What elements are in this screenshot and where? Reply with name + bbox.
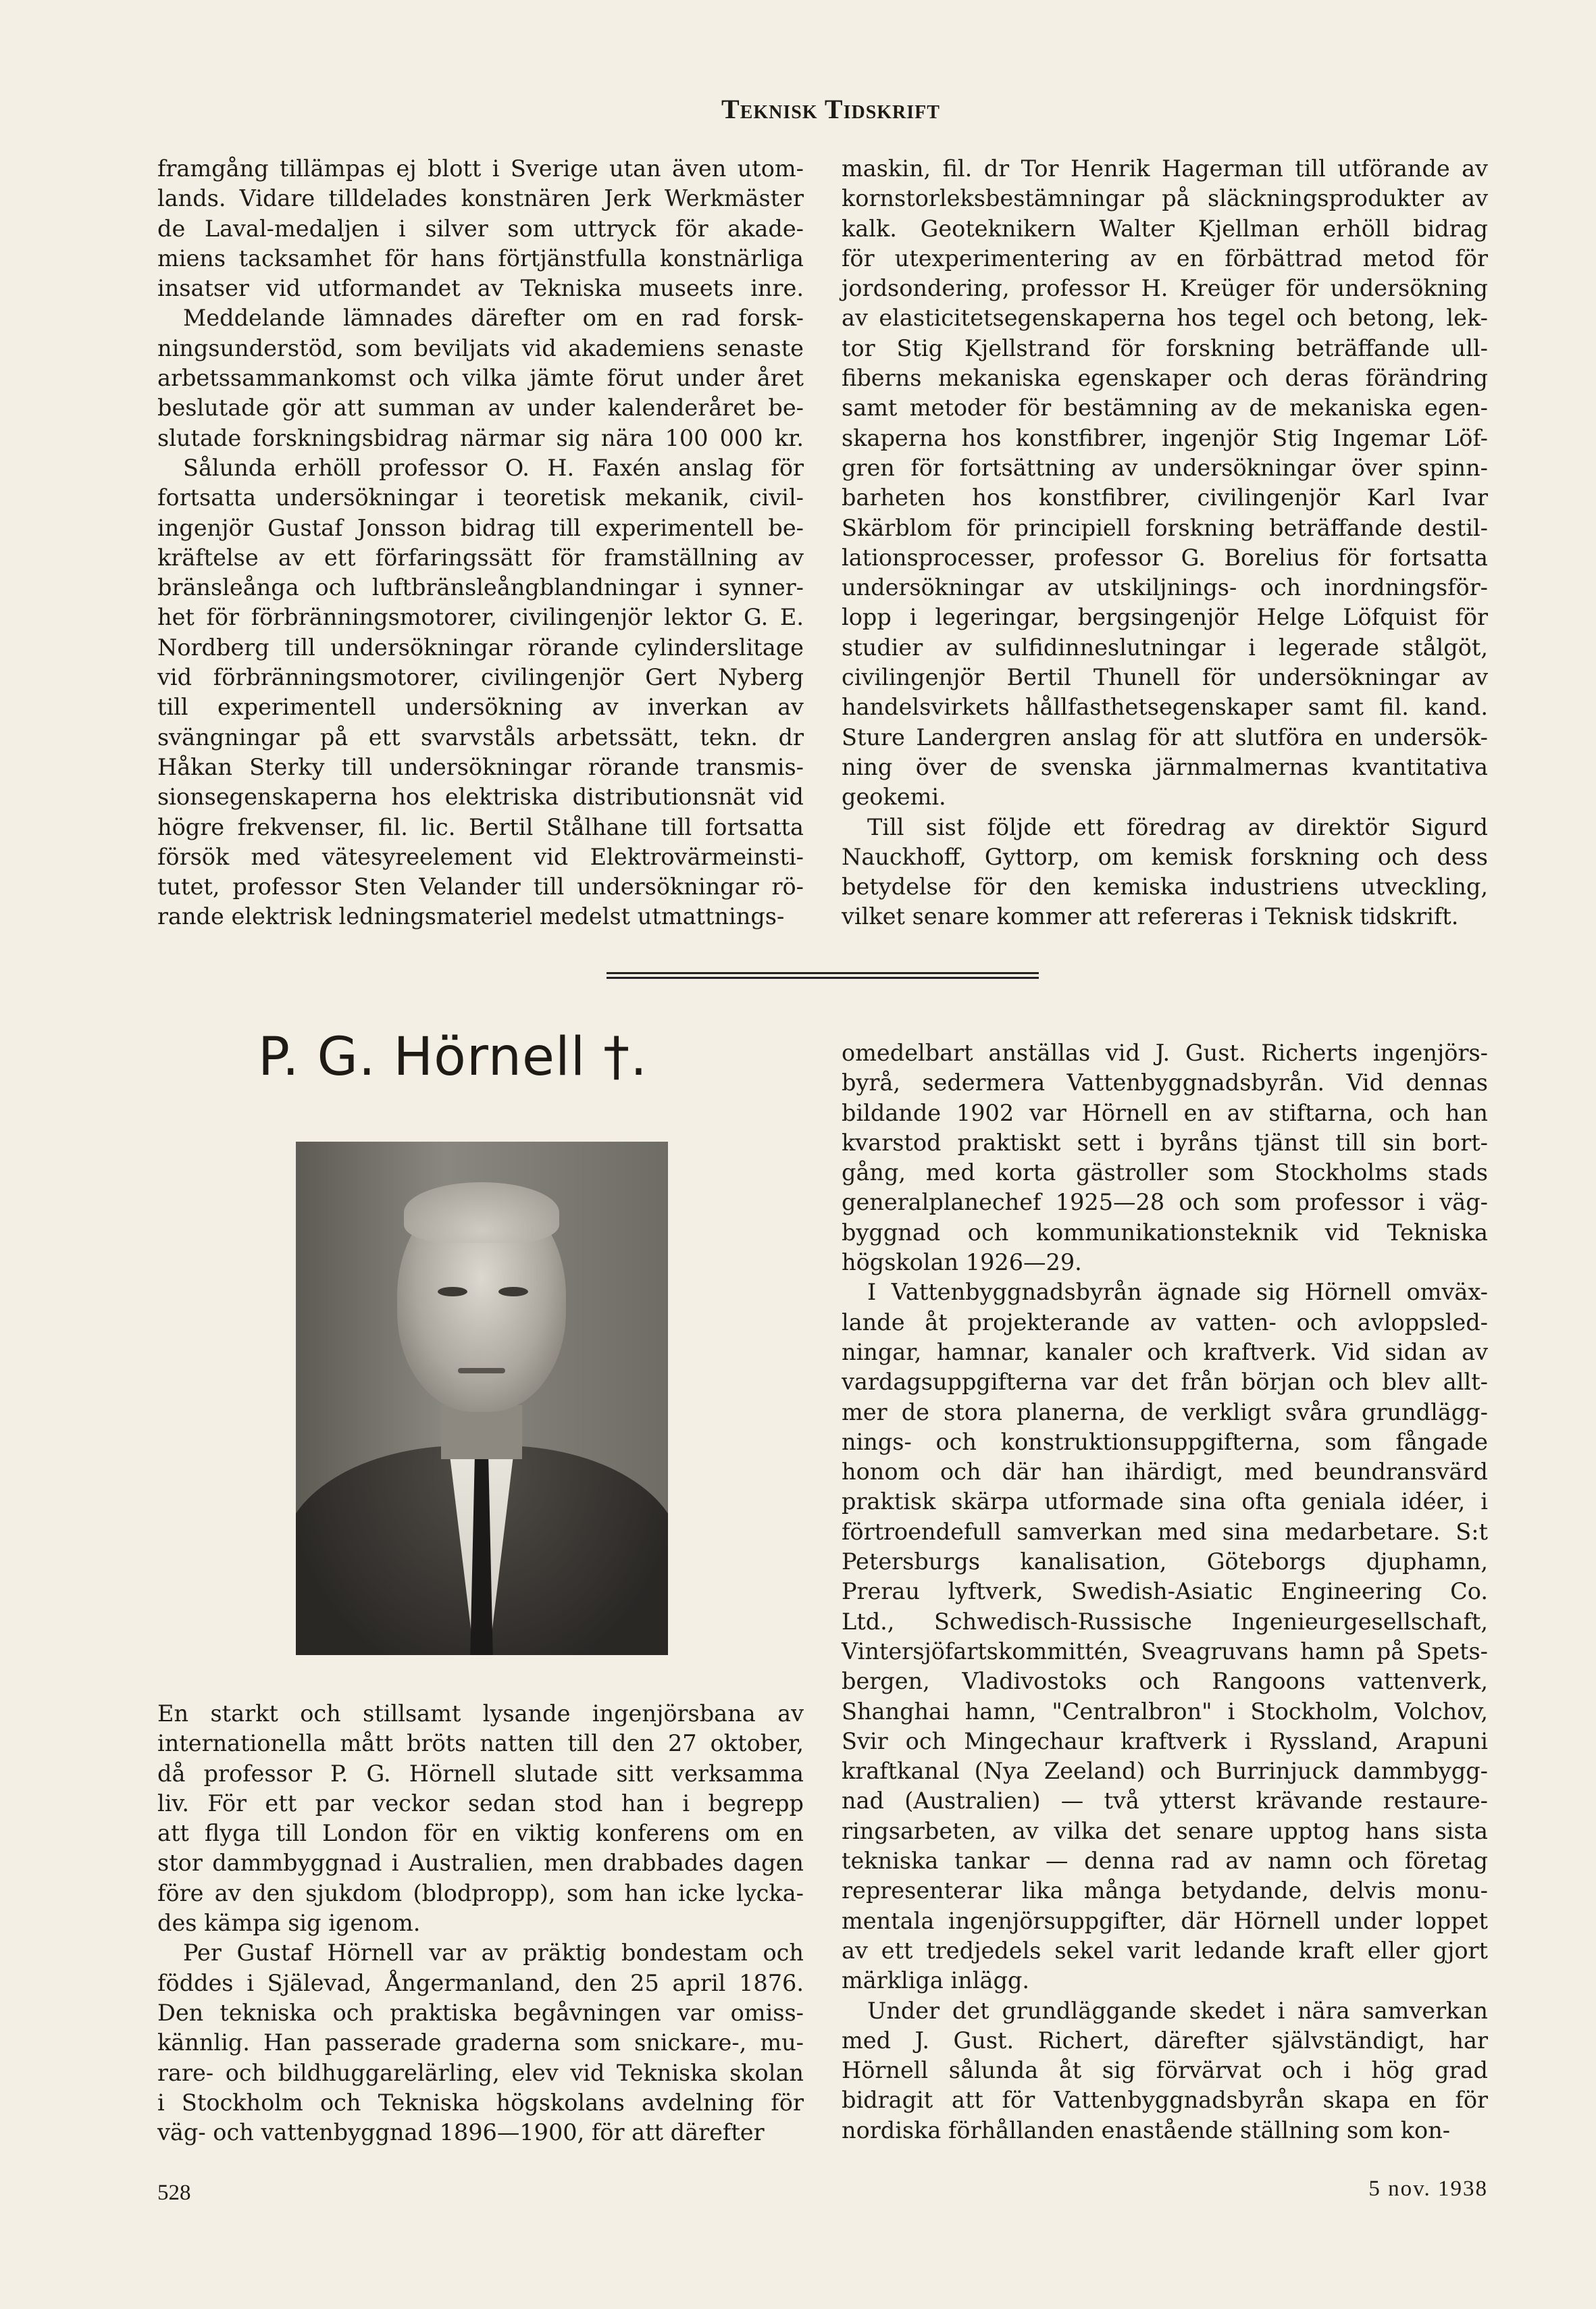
- text-line: honom och där han ihärdigt, med beundransvärd: [842, 1458, 1488, 1486]
- text-line: gren för fortsättning av undersökningar över spinn-: [842, 454, 1488, 481]
- journal-header: Teknisk Tidskrift: [721, 94, 940, 124]
- text-line: föddes i Själevad, Ångermanland, den 25 april 1876.: [157, 1969, 804, 1996]
- text-line: kvarstod praktiskt sett i byråns tjänst till sin bort-: [842, 1129, 1488, 1156]
- text-line: tor Stig Kjellstrand för forskning beträffande ull-: [842, 334, 1488, 361]
- text-line: vid förbränningsmotorer, civilingenjör Gert Nyberg: [157, 664, 804, 691]
- obituary-column-left: [157, 1699, 804, 2148]
- text-line: Ltd., Schwedisch-Russische Ingenieurgesellschaft,: [842, 1608, 1488, 1635]
- text-line: civilingenjör Bertil Thunell för undersökningar av: [842, 664, 1488, 691]
- text-line: högre frekvenser, fil. lic. Bertil Stålhane till fortsatta: [157, 813, 804, 840]
- article-column-top-left: [157, 154, 804, 932]
- obituary-column-right: [842, 1038, 1488, 2146]
- text-line: i Stockholm och Tekniska högskolans avdelning för: [157, 2089, 804, 2116]
- text-line: Den tekniska och praktiska begåvningen var omiss-: [157, 1999, 804, 2026]
- text-line: internationella mått bröts natten till den 27 oktober,: [157, 1730, 804, 1757]
- text-line: Nordberg till undersökningar rörande cylinderslitage: [157, 634, 804, 661]
- text-line: bildande 1902 var Hörnell en av stiftarna, och han: [842, 1099, 1488, 1126]
- text-line: arbetssammankomst och vilka jämte förut under året: [157, 365, 804, 392]
- text-line: handelsvirkets hållfasthetsegenskaper samt fil. kand.: [842, 694, 1488, 721]
- text-line: före av den sjukdom (blodpropp), som han icke lycka-: [157, 1879, 804, 1906]
- text-line: Nauckhoff, Gyttorp, om kemisk forskning och dess: [842, 843, 1488, 870]
- text-line: Till sist följde ett föredrag av direktör Sigurd: [867, 813, 1488, 840]
- text-line: ningsunderstöd, som beviljats vid akademiens senaste: [157, 334, 804, 361]
- text-line: då professor P. G. Hörnell slutade sitt verksamma: [157, 1760, 804, 1787]
- text-line: undersökningar av utskiljnings- och inordningsför-: [842, 574, 1488, 601]
- issue-date: 5 nov. 1938: [1368, 2177, 1488, 2201]
- text-line: Svir och Mingechaur kraftverk i Ryssland, Arapuni: [842, 1727, 1488, 1754]
- article-column-top-right: [842, 154, 1488, 932]
- text-line: bränsleånga och luftbränsleångblandningar i synner-: [157, 574, 804, 601]
- text-line: Sture Landergren anslag för att slutföra en undersök-: [842, 724, 1488, 751]
- text-line: omedelbart anställas vid J. Gust. Richerts ingenjörs-: [842, 1040, 1488, 1066]
- text-line: samt metoder för bestämning av de mekaniska egen-: [842, 395, 1488, 422]
- text-line: beslutade gör att summan av under kalenderåret be-: [157, 395, 804, 422]
- text-line: lande åt projekterande av vatten- och avloppsled-: [842, 1309, 1488, 1336]
- text-line: att flyga till London för en viktig konferens om en: [157, 1820, 804, 1847]
- text-line: mer de stora planerna, de verkligt svåra grundlägg-: [842, 1398, 1488, 1425]
- portrait-photo: [296, 1142, 668, 1655]
- text-line: Sålunda erhöll professor O. H. Faxén anslag för: [183, 454, 804, 481]
- text-line: kraftkanal (Nya Zeeland) och Burrinjuck dammbygg-: [842, 1758, 1488, 1785]
- text-line: av elasticitetsegenskaperna hos tegel och betong, lek-: [842, 305, 1488, 332]
- text-line: av ett tredjedels sekel varit ledande kraft eller gjort: [842, 1937, 1488, 1964]
- text-line: gång, med korta gästroller som Stockholms stads: [842, 1159, 1488, 1186]
- text-line: insatser vid utformandet av Tekniska museets inre.: [157, 275, 804, 302]
- text-line: jordsondering, professor H. Kreüger för undersökning: [842, 275, 1488, 302]
- text-line: kräftelse av ett förfaringssätt för framställning av: [157, 544, 804, 571]
- section-divider: [607, 972, 1039, 979]
- text-line: de Laval-medaljen i silver som uttryck för akade-: [157, 215, 804, 242]
- text-line: des kämpa sig igenom.: [157, 1910, 421, 1937]
- text-line: praktisk skärpa utformade sina ofta geniala idéer, i: [842, 1488, 1488, 1515]
- text-line: slutade forskningsbidrag närmar sig nära 100 000 kr.: [157, 424, 804, 451]
- text-line: byggnad och kommunikationsteknik vid Tekniska: [842, 1219, 1488, 1246]
- text-line: högskolan 1926—29.: [842, 1249, 1082, 1276]
- text-line: fortsatta undersökningar i teoretisk mekanik, civil-: [157, 484, 804, 511]
- text-line: lationsprocesser, professor G. Borelius för fortsatta: [842, 544, 1488, 571]
- text-line: maskin, fil. dr Tor Henrik Hagerman till utförande av: [842, 155, 1488, 182]
- text-line: Under det grundläggande skedet i nära samverkan: [867, 1997, 1488, 2024]
- text-line: märkliga inlägg.: [842, 1967, 1030, 1994]
- text-line: het för förbränningsmotorer, civilingenjör lektor G. E.: [157, 604, 804, 631]
- text-line: ning över de svenska järnmalmernas kvantitativa: [842, 753, 1488, 780]
- text-line: nad (Australien) — två ytterst krävande restaure-: [842, 1787, 1488, 1815]
- text-line: vardagsuppgifterna var det från början och blev allt-: [842, 1369, 1488, 1396]
- text-line: studier av sulfidinneslutningar i legerade stålgöt,: [842, 634, 1488, 661]
- text-line: med J. Gust. Richert, därefter självständigt, har: [842, 2027, 1488, 2054]
- text-line: stor dammbyggnad i Australien, men drabbades dagen: [157, 1850, 804, 1877]
- text-line: förtroendefull samverkan med sina medarbetare. S:t: [842, 1518, 1488, 1545]
- text-line: ingenjör Gustaf Jonsson bidrag till experimentell be-: [157, 514, 804, 541]
- text-line: kalk. Geoteknikern Walter Kjellman erhöll bidrag: [842, 215, 1488, 242]
- text-line: Petersburgs kanalisation, Göteborgs djuphamn,: [842, 1548, 1488, 1575]
- text-line: Skärblom för principiell forskning beträffande destil-: [842, 514, 1488, 541]
- text-line: för utexperimentering av en förbättrad metod för: [842, 245, 1488, 272]
- text-line: vilket senare kommer att refereras i Teknisk tidskrift.: [842, 903, 1459, 930]
- text-line: Håkan Sterky till undersökningar rörande transmis-: [157, 753, 804, 780]
- text-line: Meddelande lämnades därefter om en rad forsk-: [183, 305, 804, 332]
- text-line: liv. För ett par veckor sedan stod han i begrepp: [157, 1790, 804, 1817]
- text-line: barheten hos konstfibrer, civilingenjör Karl Ivar: [842, 484, 1488, 511]
- text-line: till experimentell undersökning av inverkan av: [157, 694, 804, 721]
- text-line: I Vattenbyggnadsbyrån ägnade sig Hörnell omväx-: [867, 1279, 1488, 1306]
- text-line: rare- och bildhuggarelärling, elev vid Tekniska skolan: [157, 2059, 804, 2086]
- text-line: representerar lika många betydande, delvis monu-: [842, 1877, 1488, 1904]
- text-line: framgång tillämpas ej blott i Sverige utan även utom-: [157, 155, 804, 182]
- text-line: nings- och konstruktionsuppgifterna, som fångade: [842, 1428, 1488, 1455]
- text-line: betydelse för den kemiska industriens utveckling,: [842, 873, 1488, 900]
- text-line: Prerau lyftverk, Swedish-Asiatic Engineering Co.: [842, 1578, 1488, 1605]
- text-line: kornstorleksbestämningar på släckningsprodukter av: [842, 185, 1488, 212]
- text-line: bergen, Vladivostoks och Rangoons vattenverk,: [842, 1668, 1488, 1695]
- text-line: nordiska förhållanden enastående ställning som kon-: [842, 2116, 1451, 2143]
- text-line: En starkt och stillsamt lysande ingenjörsbana av: [157, 1700, 804, 1727]
- text-line: geokemi.: [842, 784, 946, 811]
- text-line: miens tacksamhet för hans förtjänstfulla konstnärliga: [157, 245, 804, 272]
- text-line: försök med vätesyreelement vid Elektrovärmeinsti-: [157, 843, 804, 870]
- text-line: mentala ingenjörsuppgifter, där Hörnell under loppet: [842, 1907, 1488, 1934]
- text-line: byrå, sedermera Vattenbyggnadsbyrån. Vid dennas: [842, 1069, 1488, 1096]
- text-line: Per Gustaf Hörnell var av präktig bondestam och: [183, 1939, 804, 1967]
- text-line: tutet, professor Sten Velander till undersökningar rö-: [157, 873, 804, 900]
- text-line: lopp i legeringar, bergsingenjör Helge Löfquist för: [842, 604, 1488, 631]
- text-line: Vintersjöfartskommittén, Sveagruvans hamn på Spets-: [842, 1638, 1488, 1665]
- text-line: Hörnell sålunda åt sig förvärvat och i hög grad: [842, 2057, 1488, 2084]
- text-line: ningar, hamnar, kanaler och kraftverk. Vid sidan av: [842, 1338, 1488, 1365]
- text-line: generalplanechef 1925—28 och som professor i väg-: [842, 1189, 1488, 1216]
- text-line: tekniska tankar — denna rad av namn och företag: [842, 1848, 1488, 1875]
- text-line: bidragit att för Vattenbyggnadsbyrån skapa en för: [842, 2087, 1488, 2114]
- text-line: ringsarbeten, av vilka det senare upptog hans sista: [842, 1817, 1488, 1844]
- page-number: 528: [157, 2181, 191, 2205]
- text-line: väg- och vattenbyggnad 1896—1900, för att därefter: [157, 2119, 765, 2146]
- text-line: lands. Vidare tilldelades konstnären Jerk Werkmäster: [157, 185, 804, 212]
- text-line: sionsegenskaperna hos elektriska distributionsnät vid: [157, 784, 804, 811]
- obituary-title: P. G. Hörnell †.: [258, 1027, 648, 1088]
- text-line: svängningar på ett svarvståls arbetssätt, tekn. dr: [157, 724, 804, 751]
- text-line: rande elektrisk ledningsmateriel medelst utmattnings-: [157, 903, 785, 930]
- text-line: skaperna hos konstfibrer, ingenjör Stig Ingemar Löf-: [842, 424, 1488, 451]
- text-line: Shanghai hamn, "Centralbron" i Stockholm, Volchov,: [842, 1698, 1488, 1725]
- text-line: kännlig. Han passerade graderna som snickare-, mu-: [157, 2029, 804, 2056]
- text-line: fiberns mekaniska egenskaper och deras förändring: [842, 365, 1488, 392]
